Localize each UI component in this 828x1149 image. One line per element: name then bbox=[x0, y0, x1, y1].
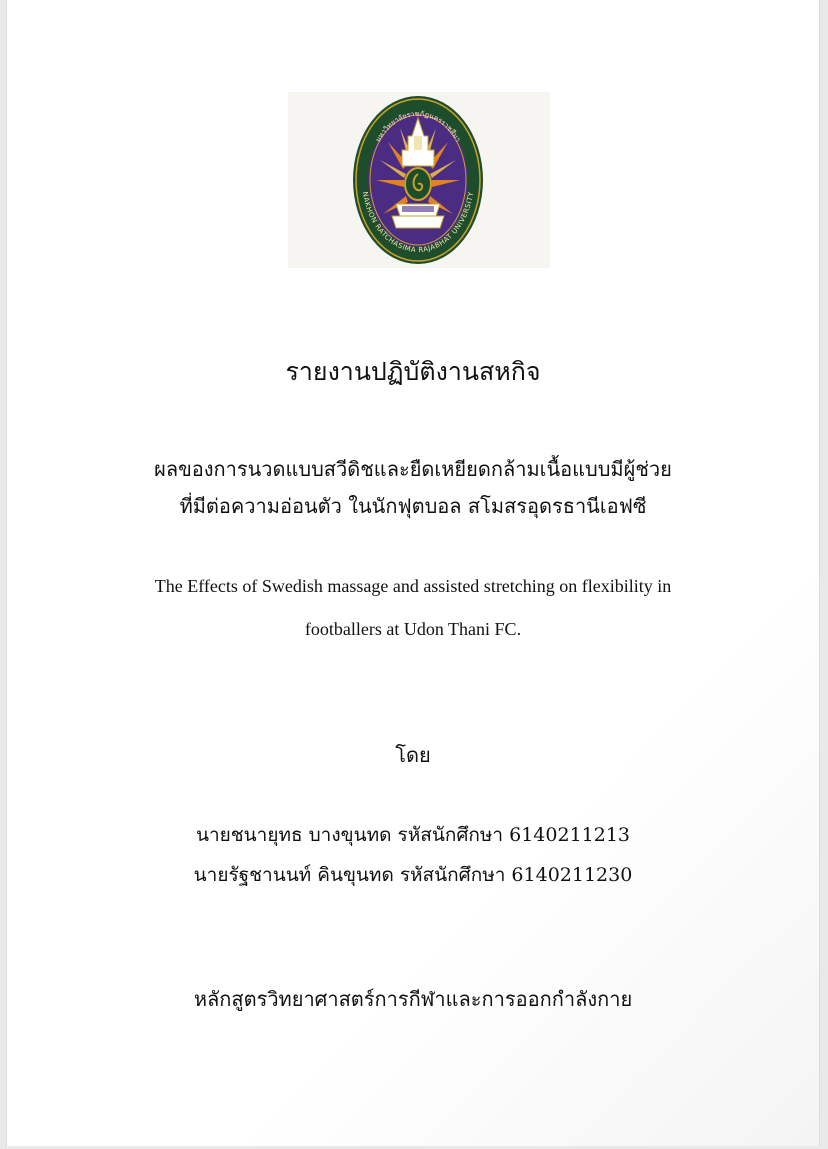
logo-area bbox=[288, 92, 550, 268]
by-label: โดย bbox=[395, 743, 431, 767]
document-page bbox=[6, 0, 820, 1146]
author-1: นายชนายุทธ บางขุนทด รหัสนักศึกษา 6140211213 bbox=[195, 824, 631, 846]
report-type-heading: รายงานปฏิบัติงานสหกิจ bbox=[285, 357, 541, 386]
author-2: นายรัฐชานนท์ คินขุนทด รหัสนักศึกษา 6140211230 bbox=[193, 864, 633, 886]
program-name: หลักสูตรวิทยาศาสตร์การกีฬาและการออกกำลังกาย bbox=[193, 987, 633, 1011]
svg-text:มหาวิทยาลัยราชภัฏนครราชสีมา: มหาวิทยาลัยราชภัฏนครราชสีมา bbox=[373, 109, 463, 144]
english-title-line-1: The Effects of Swedish massage and assisted stretching on flexibility in bbox=[154, 576, 672, 596]
svg-text:NAKHON RATCHASIMA RAJABHAT UNI: NAKHON RATCHASIMA RAJABHAT UNIVERSITY bbox=[360, 191, 476, 255]
thai-title-line-1: ผลของการนวดแบบสวีดิชและยืดเหยียดกล้ามเนื้อแบบมีผู้ช่วย bbox=[154, 457, 672, 481]
thai-title-line-2: ที่มีต่อความอ่อนตัว ในนักฟุตบอล สโมสรอุดรธานีเอฟซี bbox=[179, 494, 647, 518]
english-title-line-2: footballers at Udon Thani FC. bbox=[304, 619, 522, 639]
university-emblem-icon bbox=[348, 92, 488, 268]
